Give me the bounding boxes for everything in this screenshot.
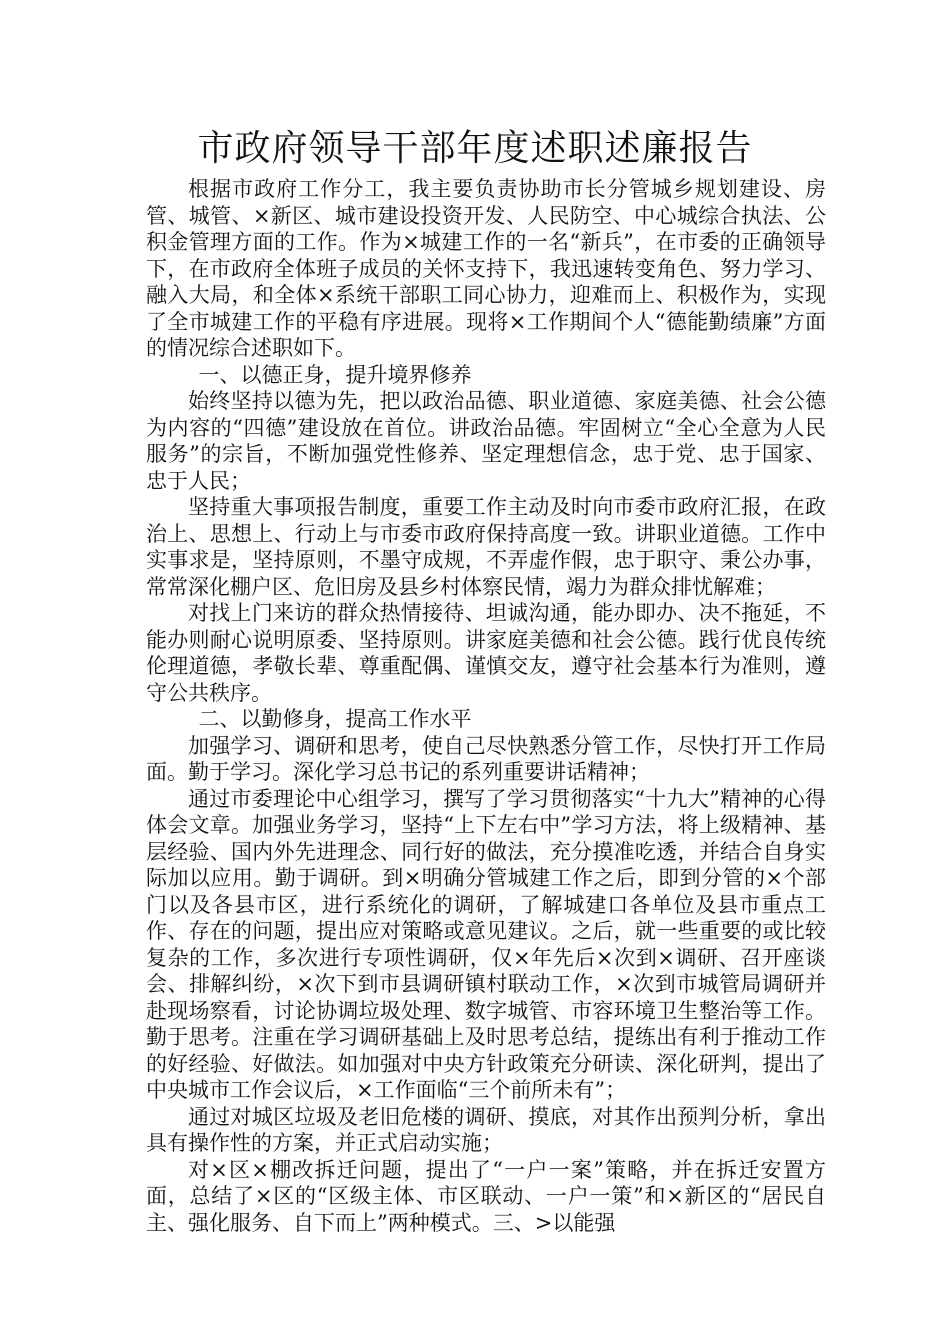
- body-paragraph: 加强学习、调研和思考，使自己尽快熟悉分管工作，尽快打开工作局面。勤于学习。深化学习总书记的系列重要讲话精神；: [146, 733, 826, 784]
- body-paragraph: 对找上门来访的群众热情接待、坦诚沟通，能办即办、决不拖延，不能办则耐心说明原委、坚持原则。讲家庭美德和社会公德。践行优良传统伦理道德，孝敬长辈、尊重配偶、谨慎交友，遵守社会基本行为准则，遵守公共秩序。: [146, 601, 826, 705]
- section-heading: 一、以德正身，提升境界修养: [198, 362, 472, 387]
- body-paragraph: 坚持重大事项报告制度，重要工作主动及时向市委市政府汇报，在政治上、思想上、行动上与市委市政府保持高度一致。讲职业道德。工作中实事求是，坚持原则，不墨守成规，不弄虚作假，忠于职守、秉公办事，常常深化棚户区、危旧房及县乡村体察民情，竭力为群众排忧解难；: [146, 495, 826, 599]
- document-title: 市政府领导干部年度述职述廉报告: [197, 128, 753, 169]
- body-paragraph: 根据市政府工作分工，我主要负责协助市长分管城乡规划建设、房管、城管、×新区、城市建设投资开发、人民防空、中心城综合执法、公积金管理方面的工作。作为×城建工作的一名“新兵”，在市委的正确领导下，在市政府全体班子成员的关怀支持下，我迅速转变角色、努力学习、融入大局，和全体×系统干部职工同心协力，迎难而上、积极作为，实现了全市城建工作的平稳有序进展。现将×工作期间个人“德能勤绩廉”方面的情况综合述职如下。: [146, 177, 826, 360]
- document-body: [146, 176, 826, 1236]
- section-heading: 二、以勤修身，提高工作水平: [198, 707, 472, 731]
- body-paragraph: 通过对城区垃圾及老旧危楼的调研、摸底，对其作出预判分析，拿出具有操作性的方案，并正式启动实施；: [146, 1104, 826, 1155]
- body-paragraph: 通过市委理论中心组学习，撰写了学习贯彻落实“十九大”精神的心得体会文章。加强业务学习，坚持“上下左右中”学习方法，将上级精神、基层经验、国内外先进理念、同行好的做法，充分摸准吃透，并结合自身实际加以应用。勤于调研。到×明确分管城建工作之后，即到分管的×个部门以及各县市区，进行系统化的调研，了解城建口各单位及县市重点工作、存在的问题，提出应对策略或意见建议。之后，就一些重要的或比较复杂的工作，多次进行专项性调研，仅×年先后×次到×调研、召开座谈会、排解纠纷，×次下到市县调研镇村联动工作，×次到市城管局调研并赴现场察看，讨论协调垃圾处理、数字城管、市容环境卫生整治等工作。勤于思考。注重在学习调研基础上及时思考总结，提练出有利于推动工作的好经验、好做法。如加强对中央方针政策充分研读、深化研判，提出了中央城市工作会议后，×工作面临“三个前所未有”；: [146, 786, 826, 1102]
- body-paragraph: 始终坚持以德为先，把以政治品德、职业道德、家庭美德、社会公德为内容的“四德”建设放在首位。讲政治品德。牢固树立“全心全意为人民服务”的宗旨，不断加强党性修养、坚定理想信念，忠于党、忠于国家、忠于人民；: [146, 389, 826, 493]
- body-paragraph: 对×区×棚改拆迁问题，提出了“一户一案”策略，并在拆迁安置方面，总结了×区的“区级主体、市区联动、一户一策”和×新区的“居民自主、强化服务、自下而上”两种模式。三、>以能强: [146, 1157, 826, 1235]
